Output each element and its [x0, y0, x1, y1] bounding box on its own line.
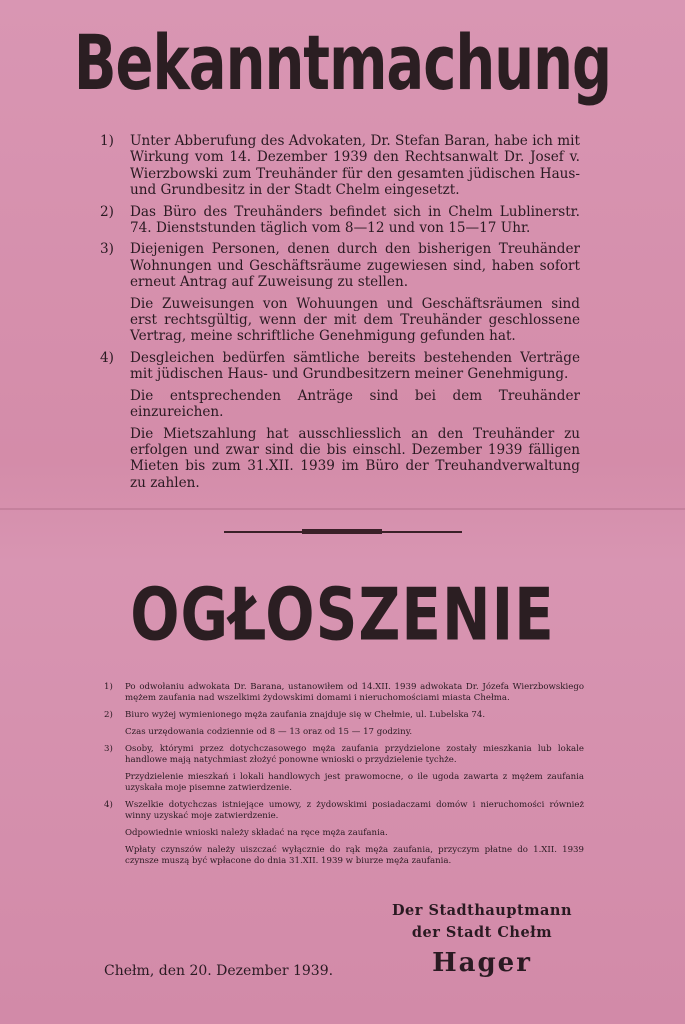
item-number: 3)	[104, 744, 113, 754]
item-number: 1)	[100, 133, 114, 149]
german-item	[100, 241, 580, 344]
german-item	[100, 350, 580, 491]
polish-items-list	[104, 682, 584, 873]
item-number: 4)	[104, 800, 113, 810]
polish-item	[104, 710, 584, 738]
item-paragraph: Die Mietszahlung hat ausschliesslich an den Treuhänder zu erfolgen und zwar sind die bis einschl. Dezember 1939 fälligen Mieten bis zum 31.XII. 1939 im Büro der Treuhandverwaltung zu zahlen.	[130, 425, 580, 491]
fold-line	[0, 508, 685, 510]
item-paragraph: Desgleichen bedürfen sämtliche bereits bestehenden Verträge mit jüdischen Haus- und Grundbesitzern meiner Genehmigung.	[130, 349, 580, 383]
polish-item	[104, 800, 584, 867]
item-paragraph: Czas urzędowania codziennie od 8 — 13 oraz od 15 — 17 godziny.	[125, 727, 413, 737]
german-items-list	[100, 133, 580, 496]
item-paragraph: Wpłaty czynszów należy uiszczać wyłącznie do rąk męża zaufania, przyczym płatne do 1.XII. 1939 czynsze muszą być wpłacone do dnia 31.XII. 1939 w biurze męża zaufania.	[125, 845, 584, 866]
signature-name: Hager	[432, 948, 532, 978]
section-divider-center	[302, 529, 382, 534]
item-paragraph: Diejenigen Personen, denen durch den bisherigen Treuhänder Wohnungen und Geschäftsräume zugewiesen sind, haben sofort erneut Antrag auf Zuweisung zu stellen.	[130, 241, 580, 291]
item-paragraph: Odpowiednie wnioski należy składać na ręce męża zaufania.	[125, 828, 388, 838]
item-paragraph: Po odwołaniu adwokata Dr. Barana, ustanowiłem od 14.XII. 1939 adwokata Dr. Józefa Wierzbowskiego mężem zaufania nad wszelkimi żydowskimi domami i nieruchomościami miasta Chełma.	[125, 682, 584, 703]
item-paragraph: Osoby, którymi przez dotychczasowego męża zaufania przydzielone zostały mieszkania lub lokale handlowe mają natychmiast złożyć ponowne wnioski o przydzielenie tychże.	[125, 744, 584, 765]
item-paragraph: Die Zuweisungen von Wohuungen und Geschäftsräumen sind erst rechtsgültig, wenn der mit dem Treuhänder geschlossene Vertrag, meine schriftliche Genehmigung gefunden hat.	[130, 295, 580, 345]
item-number: 4)	[100, 349, 114, 366]
polish-item	[104, 744, 584, 794]
item-paragraph: Die entsprechenden Anträge sind bei dem Treuhänder einzureichen.	[130, 387, 580, 421]
item-paragraph: Biuro wyżej wymienionego męża zaufania znajduje się w Chełmie, ul. Lubelska 74.	[125, 710, 486, 720]
item-number: 2)	[100, 203, 114, 220]
polish-item	[104, 682, 584, 704]
polish-title: OGŁOSZENIE	[130, 572, 555, 657]
signature-block	[378, 900, 586, 980]
place-date: Chełm, den 20. Dezember 1939.	[104, 963, 334, 979]
german-item	[100, 133, 580, 199]
german-title: Bekanntmachung	[73, 20, 612, 108]
item-number: 1)	[104, 682, 113, 692]
german-item	[100, 204, 580, 237]
item-paragraph: Wszelkie dotychczas istniejące umowy, z żydowskimi posiadaczami domów i nieruchomości również winny uzyskać moje zatwierdzenie.	[125, 800, 584, 821]
item-number: 3)	[100, 241, 114, 258]
signature-title: Der Stadthauptmann	[391, 902, 573, 919]
item-paragraph: Unter Abberufung des Advokaten, Dr. Stefan Baran, habe ich mit Wirkung vom 14. Dezember 1939 den Rechtsanwalt Dr. Josef v. Wierzbowski zum Treuhänder für den gesamten jüdischen Haus- und Grundbesitz in der Stadt Chelm eingesetzt.	[130, 133, 580, 199]
item-number: 2)	[104, 710, 113, 720]
item-paragraph: Przydzielenie mieszkań i lokali handlowych jest prawomocne, o ile ugoda zawarta z mężem zaufania uzyskała moje pisemne zatwierdzenie.	[125, 772, 584, 793]
item-paragraph: Das Büro des Treuhänders befindet sich in Chelm Lublinerstr. 74. Dienststunden täglich vom 8—12 und von 15—17 Uhr.	[130, 203, 580, 237]
signature-city: der Stadt Chełm	[411, 924, 553, 941]
